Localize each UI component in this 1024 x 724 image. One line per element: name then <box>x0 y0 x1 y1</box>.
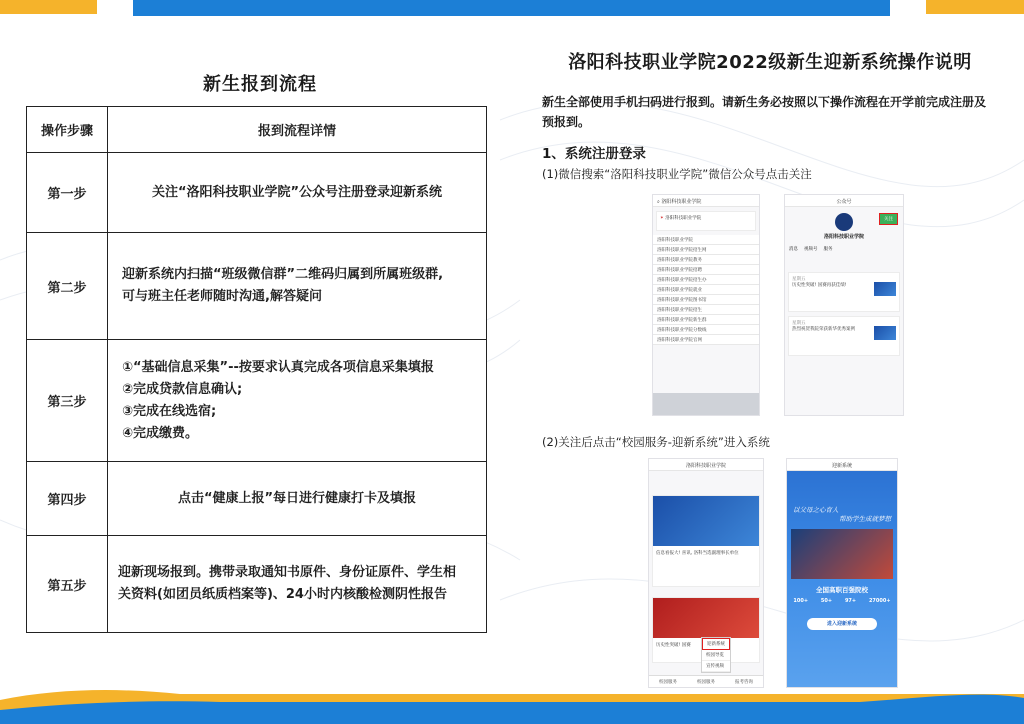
step-detail: ①“基础信息采集”--按要求认真完成各项信息采集填报 ②完成贷款信息确认; ③完成在线选宿; ④完成缴费。 <box>108 340 487 462</box>
step-detail: 迎新系统内扫描“班级微信群”二维码归属到所属班级群, 可与班主任老师随时沟通,解答疑问 <box>108 233 487 340</box>
top-right-accent-bar <box>926 0 1024 14</box>
search-bar: ⌕ 洛阳科技职业学院 <box>653 195 759 207</box>
table-row <box>27 536 487 633</box>
news-card: 星期五 热烈祝贺我院荣获新华优秀案例 <box>788 316 900 356</box>
welcome-system-screenshot <box>786 458 898 688</box>
keyboard-area <box>653 393 759 415</box>
menu-item-promo-video[interactable]: 宣传视频 <box>702 661 730 672</box>
step-detail: 关注“洛阳科技职业学院”公众号注册登录迎新系统 <box>108 153 487 233</box>
step-label: 第二步 <box>27 233 108 340</box>
step-label: 第三步 <box>27 340 108 462</box>
intro-paragraph: 新生全部使用手机扫码进行报到。请新生务必按照以下操作流程在开学前完成注册及 预报到。 <box>542 95 987 129</box>
stat-value: 27000+ <box>868 598 891 604</box>
account-topbar: 公众号 <box>785 195 903 207</box>
campus-service-menu-screenshot <box>648 458 764 688</box>
wechat-search-screenshot <box>652 194 760 416</box>
stats-row <box>787 598 897 604</box>
nav-item[interactable]: 报考咨询 <box>735 679 753 685</box>
enter-welcome-system-button[interactable]: 进入迎新系统 <box>807 618 877 630</box>
list-item: 洛阳科技职业学院教务 <box>653 255 759 265</box>
top-left-accent-bar <box>0 0 97 14</box>
stat-value: 97+ <box>844 598 857 604</box>
list-item: 洛阳科技职业学院招聘 <box>653 265 759 275</box>
top-blue-bar <box>133 0 890 16</box>
table-header-row <box>27 107 487 153</box>
chat-topbar: 洛阳科技职业学院 <box>649 459 763 471</box>
menu-item-campus-tour[interactable]: 校园导览 <box>702 650 730 661</box>
step-label: 第四步 <box>27 462 108 536</box>
detail-column-header: 报到流程详情 <box>108 107 487 153</box>
tab-messages[interactable]: 消息 <box>789 247 798 252</box>
table-row <box>27 340 487 462</box>
instruction-step-2: (2)关注后点击“校园服务-迎新系统”进入系统 <box>542 435 770 449</box>
list-item: 洛阳科技职业学院新生群 <box>653 315 759 325</box>
instruction-step-1: (1)微信搜索“洛阳科技职业学院”微信公众号点击关注 <box>542 167 812 181</box>
list-item: 洛阳科技职业学院招生网 <box>653 245 759 255</box>
registration-flow-table <box>26 106 487 633</box>
account-tabs <box>785 240 903 254</box>
list-item: 洛阳科技职业学院 <box>653 235 759 245</box>
list-item: 洛阳科技职业学院图书馆 <box>653 295 759 305</box>
slogan-line-1: 以父母之心育人 <box>793 506 839 514</box>
school-logo-icon: ✶ <box>660 216 664 221</box>
list-item: 洛阳科技职业学院招生 <box>653 305 759 315</box>
table-row <box>27 233 487 340</box>
suggestion-list <box>653 235 759 345</box>
welcome-topbar: 迎新系统 <box>787 459 897 471</box>
step-detail: 迎新现场报到。携带录取通知书原件、身份证原件、学生相 关资料(如团员纸质档案等)、24小时内核酸检测阴性报告 <box>108 536 487 633</box>
stat-value: 50+ <box>820 598 833 604</box>
table-row <box>27 153 487 233</box>
list-item: 洛阳科技职业学院官网 <box>653 335 759 345</box>
stat-value: 100+ <box>793 598 809 604</box>
tab-services[interactable]: 服务 <box>823 247 833 252</box>
news-card: 历史性突破! 国赛 <box>652 597 760 663</box>
registration-flow-title: 新生报到流程 <box>203 74 317 95</box>
table-row <box>27 462 487 536</box>
menu-item-welcome-system[interactable]: 迎新系统 <box>702 638 730 650</box>
section-heading: 1、系统注册登录 <box>542 146 646 162</box>
news-card: 星期五 历史性突破! 国赛再获佳绩! <box>788 272 900 312</box>
step-label: 第一步 <box>27 153 108 233</box>
list-item: 洛阳科技职业学院就业 <box>653 285 759 295</box>
follow-button[interactable]: 关注 <box>879 213 898 225</box>
list-item: 洛阳科技职业学院招生办 <box>653 275 759 285</box>
step-label: 第五步 <box>27 536 108 633</box>
school-emblem-icon <box>835 213 853 231</box>
service-popup-menu <box>701 637 731 673</box>
tab-video[interactable]: 视频号 <box>804 247 818 252</box>
manual-title: 洛阳科技职业学院2022级新生迎新系统操作说明 <box>568 52 972 73</box>
step-detail: 点击“健康上报”每日进行健康打卡及填报 <box>108 462 487 536</box>
slogan-line-2: 帮助学生成就梦想 <box>839 515 891 523</box>
account-name: 洛阳科技职业学院 <box>823 234 864 240</box>
nav-item[interactable]: 校园服务 <box>697 679 715 685</box>
slogan-area <box>787 471 897 523</box>
nav-item[interactable]: 校园服务 <box>659 679 677 685</box>
list-item: 洛阳科技职业学院分数线 <box>653 325 759 335</box>
campus-video-thumbnail[interactable] <box>791 529 893 579</box>
news-card: 信息看报大! 喜讯, 洛科当选副理事长单位 <box>652 495 760 587</box>
ranking-banner: 全国高职百强院校 <box>816 586 868 594</box>
account-bottom-menu <box>649 675 763 687</box>
step-column-header: 操作步骤 <box>27 107 108 153</box>
search-result-card: ✶ 洛阳科技职业学院 <box>656 211 756 231</box>
official-account-screenshot <box>784 194 904 416</box>
